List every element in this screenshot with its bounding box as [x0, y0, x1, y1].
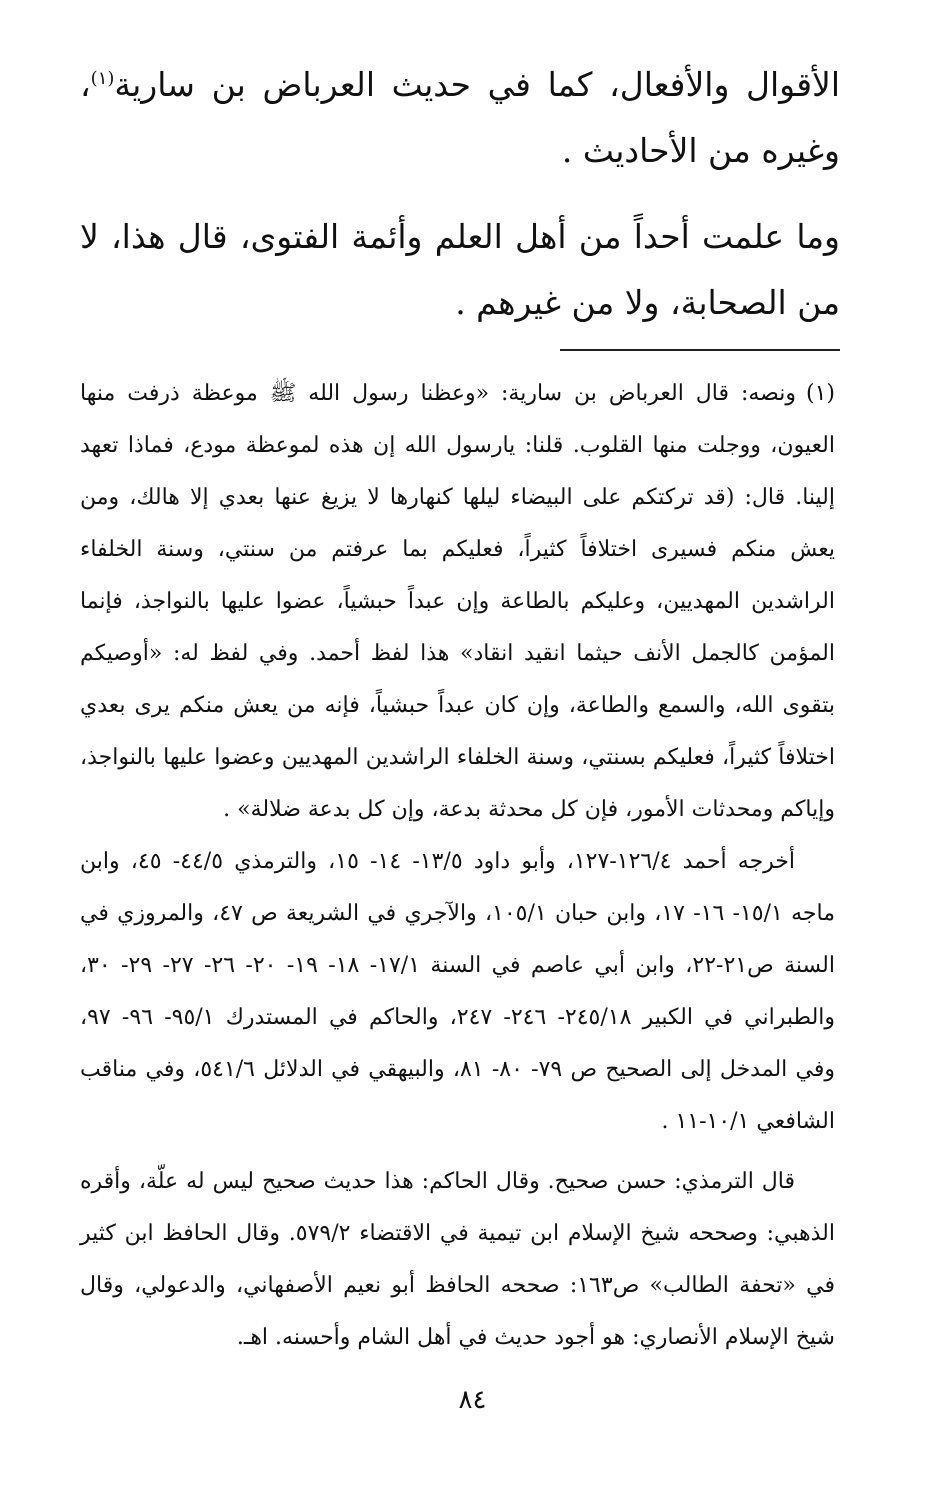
paragraph-1-tail: ، وغيره من الأحاديث . — [80, 65, 840, 170]
paragraph-2: وما علمت أحداً من أهل العلم وأئمة الفتوى، قال هذا، لا من الصحابة، ولا من غيرهم . — [80, 217, 840, 322]
footnote-takhrij: أخرجه أحمد ١٢٦/٤-١٢٧، وأبو داود ١٣/٥- ١٤- ١٥، والترمذي ٤٤/٥- ٤٥، وابن ماجه ١٥/١- ١٦- ١٧، وابن حبان ١٠٥/١، والآجري في الشريعة ص ٤٧، والمروزي في السنة ص٢١-٢٢، وابن أبي عاصم في السنة ١٧/١- ١٨- ١٩- ٢٠- ٢٦- ٢٧- ٢٩- ٣٠، والطبراني في الكبير ٢٤٥/١٨- ٢٤٦- ٢٤٧، والحاكم في المستدرك ٩٥/١- ٩٦- ٩٧، وفي المدخل إلى الصحيح ص ٧٩- ٨٠- ٨١، والبيهقي في الدلائل ٥٤١/٦، وفي مناقب الشافعي ١٠/١-١١ . — [80, 849, 836, 1134]
paragraph-1 — [80, 52, 840, 184]
page-number: ٨٤ — [458, 1385, 487, 1415]
footnotes — [80, 368, 835, 1364]
footnote-1 — [80, 368, 835, 836]
main-text — [80, 52, 840, 336]
footnote-text: ونصه: قال العرباض بن سارية: «وعظنا رسول الله ﷺ موعظة ذرفت منها العيون، ووجلت منها القلوب. قلنا: يارسول الله إن هذه لموعظة مودع، فماذا تعهد إلينا. قال: (قد تركتكم على البيضاء ليلها كنهارها لا يزيغ عنها بعدي إلا هالك، ومن يعش منكم فسيرى اختلافاً كثيراً، فعليكم بما عرفتم من سنتي، وسنة الخلفاء الراشدين المهديين، وعليكم بالطاعة وإن عبداً حبشياً، عضوا عليها بالنواجذ، فإنما المؤمن كالجمل الأنف حيثما انقيد انقاد» هذا لفظ أحمد. وفي لفظ له: «أوصيكم بتقوى الله، والسمع والطاعة، وإن كان عبداً حبشياً، فإنه من يعش منكم يرى بعدي اختلافاً كثيراً، فعليكم بسنتي، وسنة الخلفاء الراشدين المهديين وعضوا عليها بالنواجذ، وإياكم ومحدثات الأمور، فإن كل محدثة بدعة، وإن كل بدعة ضلالة» . — [80, 381, 835, 822]
footnote-marker: (١) — [90, 68, 115, 89]
footnote-divider — [560, 349, 840, 351]
footnote-number: (١) — [805, 381, 835, 406]
footnote-grading: قال الترمذي: حسن صحيح. وقال الحاكم: هذا حديث صحيح ليس له علّة، وأقره الذهبي: وصححه شيخ الإسلام ابن تيمية في الاقتضاء ٥٧٩/٢. وقال الحافظ ابن كثير في «تحفة الطالب» ص١٦٣: صححه الحافظ أبو نعيم الأصفهاني، والدعولي، وقال شيخ الإسلام الأنصاري: هو أجود حديث في أهل الشام وأحسنه. اهـ. — [80, 1169, 835, 1350]
paragraph-1-text: الأقوال والأفعال، كما في حديث العرباض بن سارية — [114, 65, 840, 104]
